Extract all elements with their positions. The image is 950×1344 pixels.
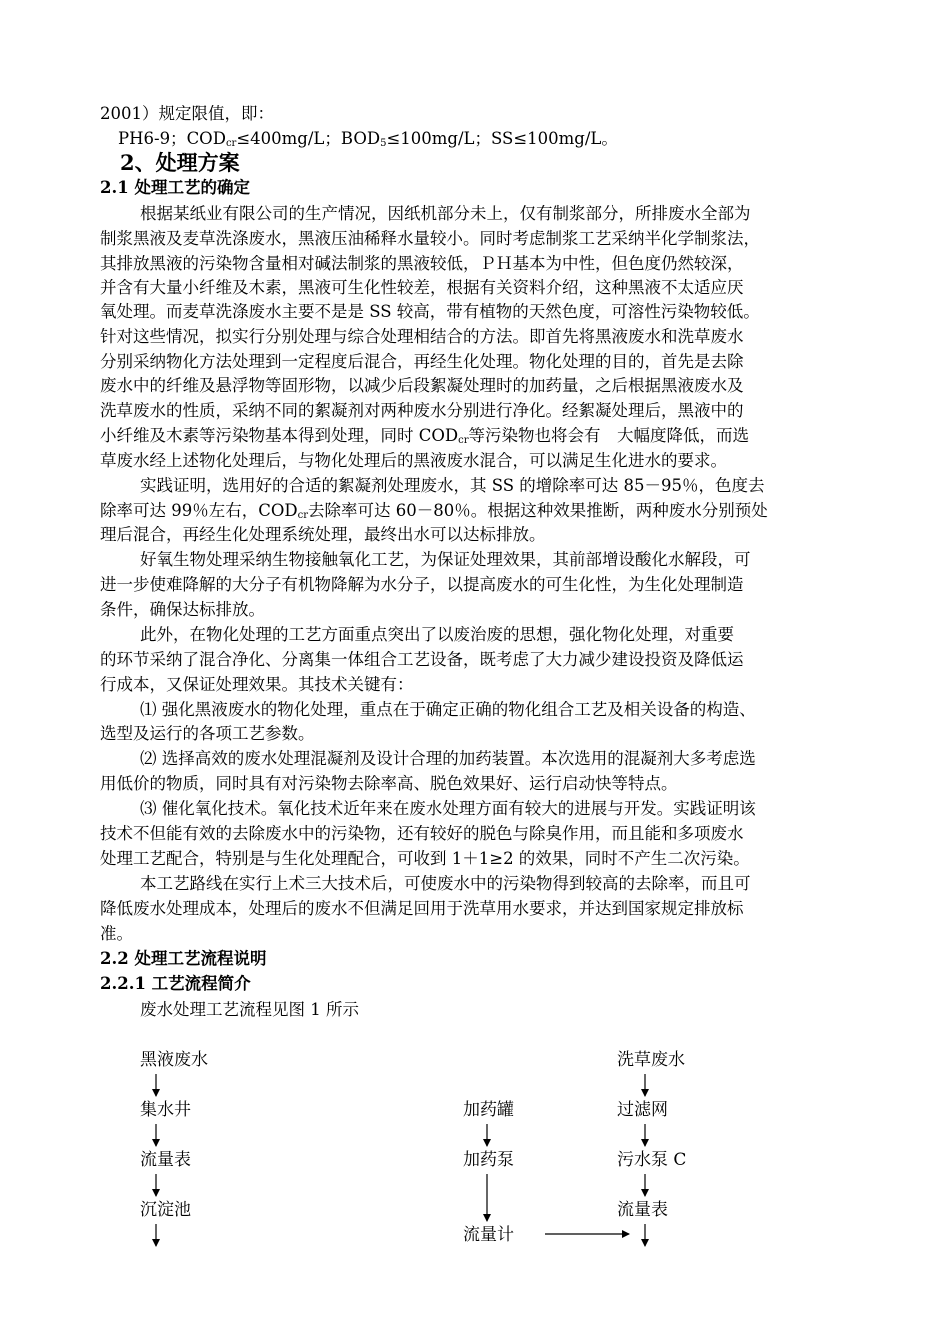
text-line: 分别采纳物化方法处理到一定程度后混合，再经生化处理。物化处理的目的，首先是去除 — [100, 352, 744, 371]
flow-node-black-liquor: 黑液废水 — [140, 1050, 208, 1070]
text-line: 准。 — [100, 924, 133, 943]
flow-node-dosing-tank: 加药罐 — [463, 1100, 514, 1120]
flow-node-flow-gauge: 流量计 — [463, 1225, 514, 1245]
standards-line: PH6-9；$COD_{cr}\le 400mg/L$；$BOD_5\le 100mg/L$；SS≤100mg/L。 — [118, 129, 618, 149]
flow-node-straw-wastewater: 洗草废水 — [617, 1050, 685, 1070]
text-line: 降低废水处理成本，处理后的废水不但满足回用于洗草用水要求，并达到国家规定排放标 — [100, 899, 744, 918]
text-line: 进一步使难降解的大分子有机物降解为水分子，以提高废水的可生化性，为生化处理制造 — [100, 575, 744, 594]
text-line: ⑶ 催化氧化技术。氧化技术近年来在废水处理方面有较大的进展与开发。实践证明该 — [140, 799, 756, 818]
flow-node-flowmeter-right: 流量表 — [617, 1200, 668, 1220]
text-line: 并含有大量小纤维及木素，黑液可生化性较差，根据有关资料介绍，这种黑液不太适应厌 — [100, 278, 744, 297]
text-line: ⑴ 强化黑液废水的物化处理，重点在于确定正确的物化组合工艺及相关设备的构造、 — [140, 700, 756, 719]
intro-line: 2001）规定限值，即： — [100, 104, 274, 123]
text-line: 草废水经上述物化处理后，与物化处理后的黑液废水混合，可以满足生化进水的要求。 — [100, 451, 727, 470]
text-line: 除率可达 99％左右，$COD_{cr}$去除率可达 60－80％。根据这种效果推断，两种废水分别预处 — [100, 501, 768, 521]
flow-node-dosing-pump: 加药泵 — [463, 1150, 514, 1170]
text-line: 氧处理。而麦草洗涤废水主要不是是 SS 较高，带有植物的天然色度，可溶性污染物较低。 — [100, 302, 760, 321]
flow-node-sump: 集水井 — [140, 1100, 191, 1120]
text-line: 制浆黑液及麦草洗涤废水，黑液压油稀释水量较小。同时考虑制浆工艺采纳半化学制浆法， — [100, 229, 760, 248]
subsection-heading-2-2-1: 2.2.1 工艺流程简介 — [100, 974, 251, 993]
text-line: 选型及运行的各项工艺参数。 — [100, 724, 315, 743]
text-line: 实践证明，选用好的合适的絮凝剂处理废水，其 SS 的增除率可达 85－95％，色度去 — [140, 476, 765, 495]
text-line: 技术不但能有效的去除废水中的污染物，还有较好的脱色与除臭作用，而且能和多项废水 — [100, 824, 744, 843]
text-line: 根据某纸业有限公司的生产情况，因纸机部分未上，仅有制浆部分，所排废水全部为 — [140, 204, 751, 223]
text-line: 的环节采纳了混合净化、分离集一体组合工艺设备，既考虑了大力减少建设投资及降低运 — [100, 650, 744, 669]
text-line: 条件，确保达标排放。 — [100, 600, 265, 619]
text-line: 此外，在物化处理的工艺方面重点突出了以废治废的思想，强化物化处理，对重要 — [140, 625, 734, 644]
text-line: 处理工艺配合，特别是与生化处理配合，可收到 1＋1≥2 的效果，同时不产生二次污染。 — [100, 849, 750, 868]
subsection-heading-2-1: 2.1 处理工艺的确定 — [100, 178, 250, 197]
flow-node-filter-screen: 过滤网 — [617, 1100, 668, 1120]
text-line: 本工艺路线在实行上术三大技术后，可使废水中的污染物得到较高的去除率，而且可 — [140, 874, 751, 893]
section-heading: 2、处理方案 — [120, 150, 240, 175]
text-line: 小纤维及木素等污染物基本得到处理，同时 $COD_{cr}$等污染物也将会有 大幅度降低，而选 — [100, 426, 750, 446]
text-line: 行成本，又保证处理效果。其技术关键有： — [100, 675, 414, 694]
text-line: ⑵ 选择高效的废水处理混凝剂及设计合理的加药装置。本次选用的混凝剂大多考虑选 — [140, 749, 756, 768]
text-line: 洗草废水的性质，采纳不同的絮凝剂对两种废水分别进行净化。经絮凝处理后，黑液中的 — [100, 401, 744, 420]
subsection-heading-2-2: 2.2 处理工艺流程说明 — [100, 949, 267, 968]
text-line: 其排放黑液的污染物含量相对碱法制浆的黑液较低，ＰＨ基本为中性，但色度仍然较深， — [100, 254, 744, 273]
text-line: 好氧生物处理采纳生物接触氧化工艺，为保证处理效果，其前部增设酸化水解段，可 — [140, 550, 751, 569]
text-line: 废水中的纤维及悬浮物等固形物，以减少后段絮凝处理时的加药量，之后根据黑液废水及 — [100, 376, 744, 395]
text-line: 针对这些情况，拟实行分别处理与综合处理相结合的方法。即首先将黑液废水和洗草废水 — [100, 327, 744, 346]
figure-reference: 废水处理工艺流程见图 1 所示 — [140, 1000, 359, 1019]
flow-node-sedimentation-tank: 沉淀池 — [140, 1200, 191, 1220]
text-line: 用低价的物质，同时具有对污染物去除率高、脱色效果好、运行启动快等特点。 — [100, 774, 678, 793]
flow-node-sewage-pump: 污水泵 C — [617, 1150, 687, 1170]
text-line: 理后混合，再经生化处理系统处理，最终出水可以达标排放。 — [100, 525, 546, 544]
flow-node-flowmeter-left: 流量表 — [140, 1150, 191, 1170]
